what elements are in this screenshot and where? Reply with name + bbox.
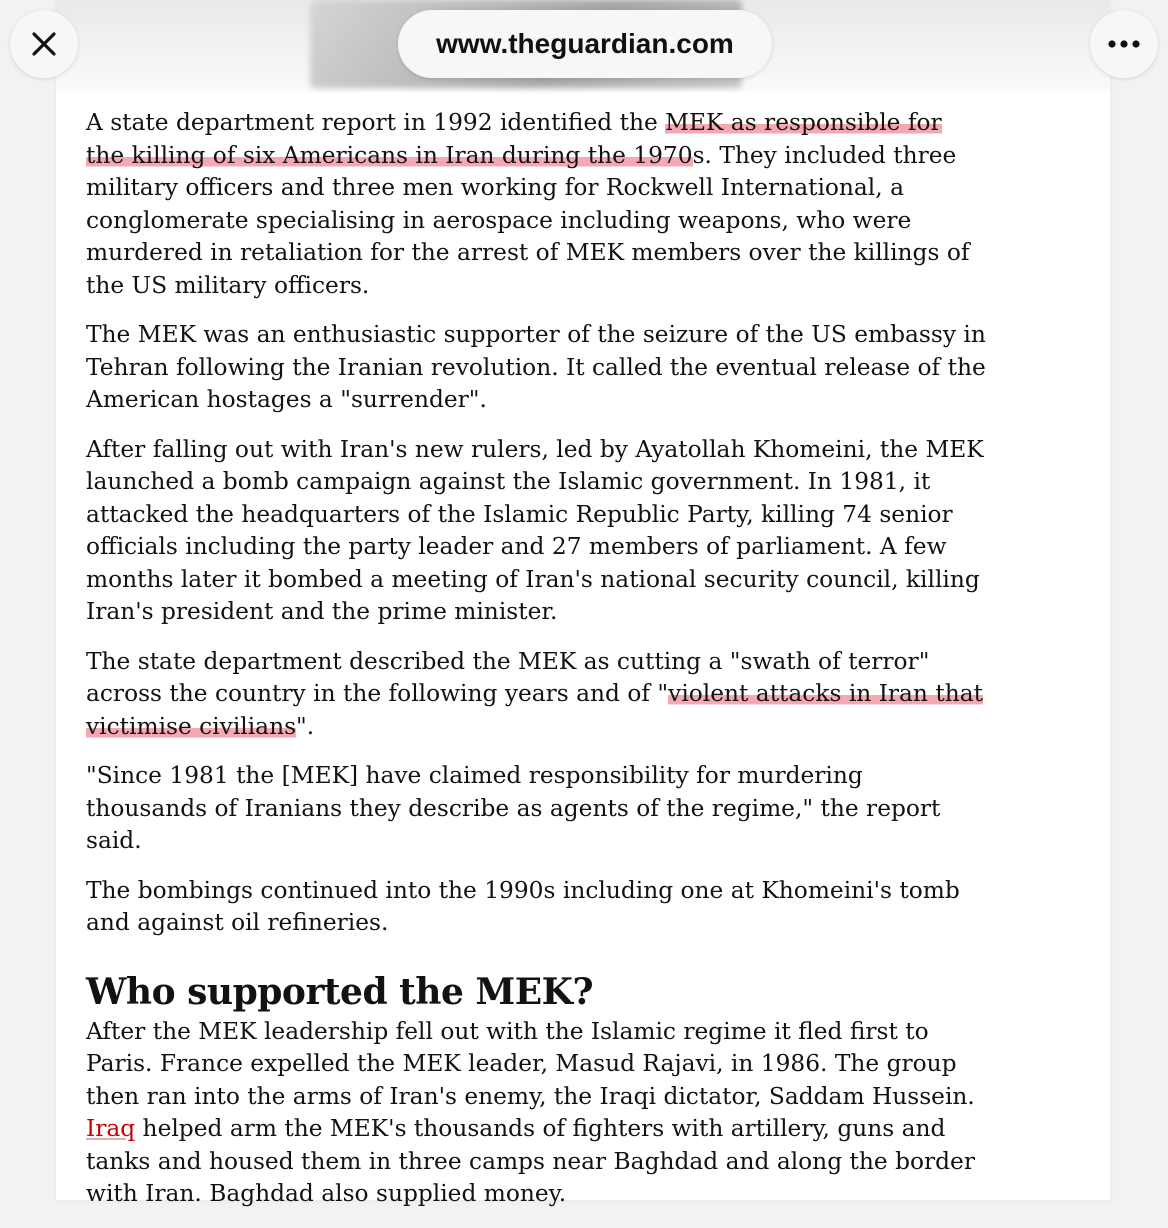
more-options-icon (1107, 39, 1141, 49)
p1-text-end: s. They included three military officers and three men working for Rockwell International, a conglomerate specialising in aerospace including weapons, who were murdered in retaliation for the arrest of MEK members over the killings of the US military officers. (86, 141, 970, 299)
paragraph-bombings-1990s: The bombings continued into the 1990s including one at Khomeini's tomb and against oil refineries. (86, 876, 960, 936)
p7-text-start: After the MEK leadership fell out with the Islamic regime it fled first to Paris. France expelled the MEK leader, Masud Rajavi, in 1986. The group then ran into the arms of Iran's enemy, the Iraqi dictator, Saddam Hussein. (86, 1017, 975, 1110)
highlighted-text: violent attacks in Iran that victimise civilians (86, 680, 983, 740)
paragraph-swath-of-terror (86, 646, 986, 744)
address-bar[interactable] (398, 10, 772, 78)
p4-text-start: The state department described the MEK as cutting a "swath of terror" across the country in the following years and of " (86, 647, 930, 707)
p4-text-end: ". (296, 712, 315, 740)
paragraph-report-quote: "Since 1981 the [MEK] have claimed responsibility for murdering thousands of Iranians they describe as agents of the regime," the report said. (86, 762, 941, 854)
paragraph-supporters (86, 1016, 986, 1211)
p1-text-start: A state department report in 1992 identified the (86, 109, 666, 136)
paragraph-embassy-seizure: The MEK was an enthusiastic supporter of the seizure of the US embassy in Tehran following the Iranian revolution. It called the eventual release of the American hostages a "surrender". (86, 321, 986, 413)
close-icon (31, 31, 57, 57)
paragraph-state-department-report (86, 107, 986, 302)
article-body (86, 107, 986, 1228)
highlighted-text: MEK as responsible for the killing of six Americans in Iran during the 1970 (86, 109, 942, 169)
paragraph-bomb-campaign: After falling out with Iran's new rulers, led by Ayatollah Khomeini, the MEK launched a bomb campaign against the Islamic government. In 1981, it attacked the headquarters of the Islamic Republic Party, killing 74 senior officials including the party leader and 27 members of parliament. A few months later it bombed a meeting of Iran's national security council, killing Iran's president and the prime minister. (86, 435, 984, 625)
section-heading: Who supported the MEK? (86, 970, 594, 1013)
more-options-button[interactable] (1090, 10, 1158, 78)
close-button[interactable] (10, 10, 78, 78)
iraq-link[interactable]: Iraq (86, 1115, 136, 1142)
p7-text-end: helped arm the MEK's thousands of fighters with artillery, guns and tanks and housed them in three camps near Baghdad and along the border with Iran. Baghdad also supplied money. (86, 1115, 975, 1207)
address-bar-url: www.theguardian.com (436, 28, 734, 59)
